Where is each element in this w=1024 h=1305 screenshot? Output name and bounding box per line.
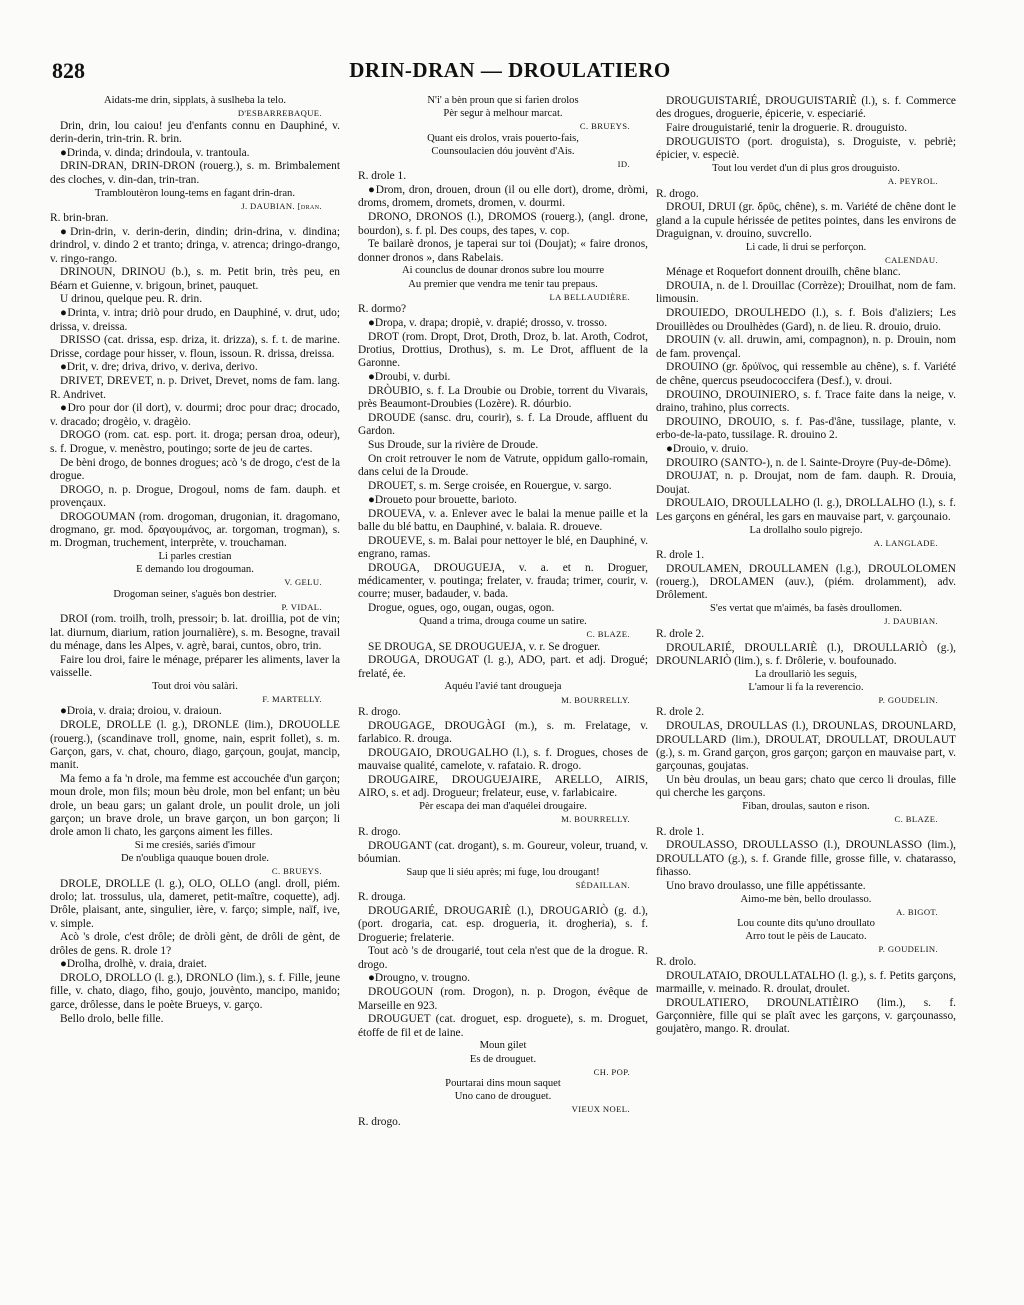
quotation-line: Aidats-me drin, sipplats, à suslheba la telo.	[103, 95, 287, 106]
dictionary-entry: Te bailarè dronos, je taperai sur toi (Doujat); « faire dronos, donner dronos », dans Rabelais.	[358, 238, 648, 264]
dictionary-entry: DROUGAIO, DROUGALHO (l.), s. f. Drogues, choses de mauvaise qualité, camelote, v. rafataio. R. drogo.	[358, 746, 648, 773]
quotation-line: Pourtarai dins moun saquet	[445, 1078, 561, 1090]
dictionary-entry: DRINOUN, DRINOU (b.), s. m. Petit brin, très peu, en Béarn et Guienne, v. brigoun, brinet, pauquet.	[50, 266, 340, 292]
dictionary-entry: DROLO, DROLLO (l. g.), DRONLO (lim.), s. f. Fille, jeune fille, v. chato, diago, fiho, goujo, jouvènto, mancipo, manido; garce, drôlesse, dans le poète Brueys, v. garço.	[50, 972, 340, 1011]
quotation-line: Moun gilet	[479, 1040, 527, 1052]
quotation-line: Pèr escapa dei man d'aquélei drougaire.	[419, 801, 587, 813]
dictionary-entry: Sus Droude, sur la rivière de Droude.	[368, 439, 539, 452]
dictionary-entry: ●Drouio, v. druio.	[666, 442, 749, 455]
dictionary-entry: DRÒUBIO, s. f. La Droubie ou Drobie, torrent du Vivarais, près Beaumont-Droubies (Lozère). R. dóurbio.	[358, 384, 648, 411]
quotation-line: Saup que li siéu après; mi fuge, lou drougant!	[406, 866, 600, 878]
dictionary-entry: DROUET, s. m. Serge croisée, en Rouergue, v. sargo.	[368, 480, 612, 492]
quotation-line: La droullariò les seguis,	[755, 668, 857, 680]
quotation-source: P. GOUDELIN.	[878, 694, 938, 705]
dictionary-entry: Ménage et Roquefort donnent drouilh, chêne blanc.	[666, 266, 901, 279]
page-number: 828	[52, 58, 85, 83]
dictionary-entry: DROULAIO, DROULLALHO (l. g.), DROLLALHO (l.), s. f. Les garçons en général, les gars en mauvaise part, v. garçounaio.	[656, 497, 956, 523]
quotation-line: L'amour li fa la reverencio.	[748, 681, 864, 693]
dictionary-entry: DROUGOUN (rom. Drogon), n. p. Drogon, évêque de Marseille en 923.	[358, 986, 648, 1012]
quotation-source: SÉDAILLAN.	[575, 879, 630, 890]
dictionary-entry: DROULASSO, DROULLASSO (l.), DROUNLASSO (lim.), DROULLATO (g.), s. f. Grande fille, grosse fille, v. chatarasso, fihasso.	[656, 839, 956, 879]
quotation-source: P. VIDAL.	[281, 601, 322, 612]
dictionary-entry: ●Droia, v. draia; droiou, v. draioun.	[60, 705, 222, 718]
quotation-source: CH. POP.	[593, 1066, 630, 1077]
dictionary-entry: DROUEVE, s. m. Balai pour nettoyer le blé, en Dauphiné, v. engrano, ramas.	[358, 534, 648, 560]
etymology-reference: R. drogo.	[358, 1115, 401, 1128]
dictionary-entry: DROULAS, DROULLAS (l.), DROUNLAS, DROUNLARD, DROULLARD (lim.), DROULAT, DROULLAT, DROULAUT (g.), s. m. Grand garçon, gros garçon; garçon en mauvaise part, v. garçounas, goujatas.	[656, 720, 956, 773]
quotation-source: CALENDAU.	[884, 254, 938, 265]
etymology-reference: R. drole 1.	[656, 825, 705, 838]
dictionary-entry: DROGO, n. p. Drogue, Drogoul, noms de fam. dauph. et provençaux.	[50, 483, 340, 509]
quotation-line: Fiban, droulas, sauton e rison.	[742, 801, 870, 813]
quotation-line: Aquéu l'avié tant drougueja	[444, 681, 562, 693]
dictionary-entry: Acò 's drole, c'est drôle; de dròli gènt, de drôli de gènt, de drôles de gens. R. drole 1?	[50, 931, 340, 957]
quotation-line: E demando lou drogouman.	[136, 564, 254, 576]
dictionary-entry: Un bèu droulas, un beau gars; chato que cerco li droulas, fille qui cherche les garçons.	[656, 773, 956, 800]
quotation-line: S'es vertat que m'aimés, ba fasès droullomen.	[709, 603, 903, 615]
etymology-reference: R. drogo.	[656, 187, 699, 200]
quotation-source: P. GOUDELIN.	[878, 944, 938, 955]
quotation-source: M. BOURRELLY.	[561, 814, 630, 825]
quotation-line: N'i' a bèn proun que si farien drolos	[427, 95, 579, 106]
dictionary-entry: DROUEVA, v. a. Enlever avec le balai la menue paille et la balle du blé battu, en Dauphiné, v. balaia. R. droueve.	[358, 507, 648, 533]
dictionary-entry: DROUINO (gr. δρύϊνος, qui ressemble au chêne), s. f. Variété de chêne, quercus pseudococcifera (Desf.), v. droui.	[656, 361, 956, 387]
dictionary-entry: DROULATAIO, DROULLATALHO (l. g.), s. f. Petits garçons, marmaille, v. meinado. R. droulat, droulet.	[656, 969, 956, 995]
quotation-source: C. BLAZE.	[586, 629, 630, 640]
quotation-line: Uno cano de drouguet.	[454, 1091, 552, 1103]
dictionary-entry: DROLE, DROLLE (l. g.), DRONLE (lim.), DROUOLLE (rouerg.), (scandinave troll, gnome, nain, esprit follet), s. m. Garçon, gars, v. chat, chouro, diago, garçoun, goujat, mancip, manit.	[50, 719, 340, 772]
dictionary-entry: ●Dro pour dor (il dort), v. dourmi; droc pour drac; drocado, v. dracado; drogèio, v. dragèio.	[50, 402, 340, 428]
dictionary-entry: Drin, drin, lou caiou! jeu d'enfants connu en Dauphiné, v. derin-derin, trin-trin. R. brin.	[50, 119, 340, 145]
dictionary-entry: DROUI, DRUI (gr. δρῦς, chêne), s. m. Variété de chêne dont le gland a la cupule hérissée de petites pointes, dans les environs de Draguignan, v. drouino, suvcrello.	[656, 201, 956, 240]
dictionary-entry: DROUGUISTO (port. droguista), s. Droguiste, v. pebriè; épicier, v. especiè.	[656, 135, 956, 162]
dictionary-entry: DROUIEDO, DROULHEDO (l.), s. f. Bois d'aliziers; Les Drouillèdes ou Droulhèdes (Gard), n. de lieu. R. drouio, druio.	[656, 307, 956, 333]
quotation-source: C. BLAZE.	[894, 814, 938, 825]
dictionary-entry: On croit retrouver le nom de Vatrute, oppidum gallo-romain, dans celui de la Droude.	[358, 452, 648, 479]
dictionary-entry: DROUJAT, n. p. Droujat, nom de fam. dauph. R. Drouia, Doujat.	[656, 470, 956, 496]
quotation-source: ID.	[617, 158, 630, 169]
dictionary-entry: DROUGAGE, DROUGÀGI (m.), s. m. Frelatage, v. farlabico. R. drouga.	[358, 719, 648, 746]
dictionary-entry: DROUGA, DROUGUEJA, v. a. et n. Droguer, médicamenter, v. poutinga; frelater, v. frauda; trimer, courir, v. courre; muser, badauder, v. bada.	[358, 561, 648, 601]
etymology-reference: R. drole 1.	[656, 549, 705, 562]
etymology-reference: R. brin-bran.	[50, 212, 109, 225]
dictionary-entry: DROUGARIÉ, DROUGARIÈ (l.), DROUGARIÒ (g. d.), (port. drogaria, cat. esp. drogueria, it. drogheria), s. f. Droguerie; frelaterie.	[358, 905, 648, 944]
quotation-source: A. BIGOT.	[896, 906, 938, 917]
dictionary-entry: DROUIN (v. all. druwin, ami, compagnon), n. p. Drouin, nom de fam. provençal.	[656, 334, 956, 360]
quotation-source: J. DAUBIAN. [dran.	[241, 200, 322, 211]
dictionary-entry: ●Drit, v. dre; driva, drivo, v. deriva, derivo.	[60, 361, 258, 374]
dictionary-entry: DRIVET, DREVET, n. p. Drivet, Drevet, noms de fam. lang. R. Andrivet.	[50, 375, 340, 401]
dictionary-entry: DROUGUISTARIÉ, DROUGUISTARIÈ (l.), s. f. Commerce des drogues, droguerie, épicerie, v. especiarié.	[656, 95, 956, 121]
quotation-source: V. GELU.	[284, 577, 322, 588]
dictionary-entry: ●Drin-drin, v. derin-derin, dindin; drin-drina, v. dindina; drindrol, v. dindo 2 et tranto; dringa, v. atrenca; dringo-drango, v. ringo-rango.	[50, 225, 340, 265]
quotation-line: Arro tout le pèis de Laucato.	[745, 931, 867, 943]
dictionary-entry: DROGO (rom. cat. esp. port. it. droga; persan droa, odeur), s. f. Drogue, v. menèstro, poutingo; sorte de jeu de cartes.	[50, 429, 340, 455]
dictionary-entry: DROULAMEN, DROULLAMEN (l.g.), DROULOLOMEN (rouerg.), DROLAMEN (auv.), (piém. drolamment), adv. Drôlement.	[656, 562, 956, 602]
dictionary-entry: Tout acò 's de drougarié, tout cela n'est que de la drogue. R. drogo.	[358, 945, 648, 971]
quotation-source: D'ESBARREBAQUE.	[237, 108, 322, 119]
quotation-line: Quant eis drolos, vrais pouerto-fais,	[427, 132, 579, 144]
dictionary-entry: DROT (rom. Dropt, Drot, Droth, Droz, b. lat. Aroth, Codrot, Drotius, Drottius, Drothus), s. m. Le Drot, affluent de la Garonne.	[358, 330, 648, 370]
column-left	[50, 95, 340, 1026]
dictionary-entry: ●Drolha, drolhè, v. draia, draiet.	[60, 958, 207, 971]
dictionary-entry: DROUIA, n. de l. Drouillac (Corrèze); Drouilhat, nom de fam. limousin.	[656, 280, 956, 306]
quotation-line: Aimo-me bèn, bello droulasso.	[740, 893, 872, 905]
quotation-line: Li parles crestian	[158, 551, 232, 563]
quotation-source: C. BRUEYS.	[579, 121, 630, 132]
etymology-reference: R. drouga.	[358, 891, 406, 904]
quotation-source: A. PEYROL.	[887, 176, 938, 187]
etymology-reference: R. drogo.	[358, 706, 401, 719]
column-right	[656, 95, 956, 1037]
quotation-line: Li cade, li drui se perforçon.	[745, 241, 867, 253]
dictionary-entry: ●Drom, dron, drouen, droun (il ou elle dort), drome, dròmi, droms, dromem, dromets, dromen, v. dourmi.	[358, 184, 648, 210]
etymology-reference: R. drogo.	[358, 825, 401, 838]
quotation-line: Tout droi vòu salàri.	[152, 680, 238, 692]
dictionary-entry: DROULARIÉ, DROULLARIÈ (l.), DROULLARIÒ (g.), DROUNLARIÒ (lim.), s. f. Drôlerie, v. boufounado.	[656, 641, 956, 667]
running-head: DRIN-DRAN — DROULATIERO	[349, 58, 671, 82]
quotation-line: Es de drouguet.	[469, 1053, 537, 1065]
quotation-source: VIEUX NOEL.	[571, 1104, 630, 1115]
dictionary-entry: Bello drolo, belle fille.	[60, 1012, 164, 1025]
dictionary-entry: DROUINO, DROUIO, s. f. Pas-d'âne, tussilage, plante, v. erbo-de-la-pato, tussilage. R. drouino 2.	[656, 415, 956, 441]
dictionary-entry: ●Droueto pour brouette, barioto.	[368, 493, 517, 506]
quotation-source: A. LANGLADE.	[873, 537, 938, 548]
dictionary-entry: SE DROUGA, SE DROUGUEJA, v. r. Se droguer.	[368, 640, 601, 653]
dictionary-entry: DROGOUMAN (rom. drogoman, drugonian, it. dragomano, drogmano, gr. mod. δραγουμάνος, ar. torgoman, trogman), s. m. Drogman, truchement, interprète, v. trouchaman.	[50, 510, 340, 550]
dictionary-entry: ●Droubi, v. durbi.	[368, 371, 451, 384]
dictionary-entry: Drogue, ogues, ogo, ougan, ougas, ogon.	[368, 602, 555, 615]
dictionary-entry: DROI (rom. troilh, trolh, pressoir; b. lat. droillia, pot de vin; lat. diurnum, diarium, ration journalière), s. m. Besogne, travail du ménage, dans les Alpes, v. agrè, barai, cuntos, obro, trin.	[50, 613, 340, 652]
dictionary-entry: DRONO, DRONOS (l.), DROMOS (rouerg.), (angl. drone, bourdon), s. f. pl. Des coups, des tapes, v. cop.	[358, 211, 648, 237]
quotation-source: C. BRUEYS.	[271, 866, 322, 877]
column-middle	[358, 95, 648, 1130]
etymology-reference: R. drole 1.	[358, 170, 407, 183]
quotation-line: Trambloutèron loung-tems en fagant drin-dran.	[95, 187, 295, 199]
quotation-line: De n'oubliga quauque bouen drole.	[120, 853, 270, 865]
dictionary-entry: DROUGA, DROUGAT (l. g.), ADO, part. et adj. Drogué; frelaté, ée.	[358, 654, 648, 680]
etymology-reference: R. drole 2.	[656, 627, 705, 640]
dictionary-entry: DROUIRO (SANTO-), n. de l. Sainte-Droyre (Puy-de-Dôme).	[666, 456, 952, 469]
dictionary-entry: Ma femo a fa 'n drole, ma femme est accouchée d'un garçon; moun drole, mon fils; moun bèu drole, mon bel enfant; un bèu drole, un beau gars; un galant drole, un poulit drole, un joli garçon; un brave drole, un brave garçon, un bon garçon; li drole amon li chato, les garçons aiment les filles.	[50, 772, 340, 839]
dictionary-entry: DROUINO, DROUINIERO, s. f. Trace faite dans la neige, v. draino, trahino, plus corrects.	[656, 388, 956, 414]
quotation-line: Quand a trima, drouga coume un satire.	[419, 615, 587, 627]
quotation-line: Pèr segur à melhour marcat.	[443, 108, 563, 120]
etymology-reference: R. drolo.	[656, 955, 697, 968]
dictionary-entry: ●Dropa, v. drapa; dropiè, v. drapié; drosso, v. trosso.	[368, 316, 608, 329]
quotation-source: M. BOURRELLY.	[561, 694, 630, 705]
quotation-line: Lou counte dits qu'uno droullato	[737, 918, 875, 930]
dictionary-entry: ●Drinda, v. dinda; drindoula, v. trantoula.	[60, 146, 250, 159]
dictionary-entry: DROUDE (sansc. dru, courir), s. f. La Droude, affluent du Gardon.	[358, 412, 648, 438]
quotation-line: La drollalho soulo pigrejo.	[749, 524, 863, 536]
quotation-line: Si me cresiés, sariés d'imour	[134, 839, 256, 851]
quotation-line: Counsoulacien dóu jouvènt d'Ais.	[431, 145, 575, 157]
dictionary-entry: DROLE, DROLLE (l. g.), OLO, OLLO (angl. droll, piém. drolo; lat. trossulus, ula, dameret, petit-maître, coquette), adj. Drôle, plaisant, ante, singulier, ière, v. farço; simple, naïf, ive, v. simple.	[50, 877, 340, 930]
quotation-line: Tout lou verdet d'un di plus gros drouguisto.	[712, 162, 900, 174]
quotation-line: Au premier que vendra me tenir tau prepaus.	[408, 278, 598, 290]
dictionary-entry: DROUGAIRE, DROUGUEJAIRE, ARELLO, AIRIS, AIRO, s. et adj. Drogueur; frelateur, euse, v. farlabicaire.	[358, 774, 648, 800]
quotation-line: Ai counclus de dounar dronos subre lou mourre	[401, 265, 605, 277]
dictionary-entry: DROUGUET (cat. droguet, esp. droguete), s. m. Droguet, étoffe de fil et de laine.	[358, 1013, 648, 1039]
dictionary-entry: U drinou, quelque peu. R. drin.	[60, 293, 203, 306]
etymology-reference: R. drole 2.	[656, 706, 705, 719]
dictionary-entry: Uno bravo droulasso, une fille appétissante.	[666, 879, 866, 892]
dictionary-entry: DRISSO (cat. drissa, esp. driza, it. drizza), s. f. t. de marine. Drisse, cordage pour hisser, v. floun, issoun. R. drissa, dreissa.	[50, 334, 340, 360]
quotation-source: F. MARTELLY.	[262, 693, 322, 704]
dictionary-entry: DROULATIERO, DROUNLATIÈIRO (lim.), s. f. Garçonnière, fille qui se plaît avec les garçons, v. garçounasso, goujatèro, mango. R. droulat.	[656, 996, 956, 1036]
dictionary-entry: Faire drouguistarié, tenir la droguerie. R. drouguisto.	[666, 122, 908, 135]
quotation-source: LA BELLAUDIÈRE.	[549, 291, 630, 302]
dictionary-entry: ●Drinta, v. intra; driò pour drudo, en Dauphiné, v. drut, udo; drissa, v. dreissa.	[50, 307, 340, 333]
dictionary-entry: ●Drougno, v. trougno.	[368, 972, 471, 985]
quotation-source: J. DAUBIAN.	[884, 616, 938, 627]
dictionary-entry: DRIN-DRAN, DRIN-DRON (rouerg.), s. m. Brimbalement des cloches, v. din-dan, trin-tran.	[50, 160, 340, 186]
dictionary-entry: De bèni drogo, de bonnes drogues; acò 's de drogo, c'est de la drogue.	[50, 456, 340, 482]
dictionary-entry: DROUGANT (cat. drogant), s. m. Goureur, voleur, truand, v. bóumian.	[358, 839, 648, 865]
quotation-line: Drogoman seiner, s'aguès bon destrier.	[113, 588, 277, 600]
etymology-reference: R. dormo?	[358, 303, 407, 316]
dictionary-entry: Faire lou droi, faire le ménage, préparer les aliments, laver la vaisselle.	[50, 653, 340, 680]
